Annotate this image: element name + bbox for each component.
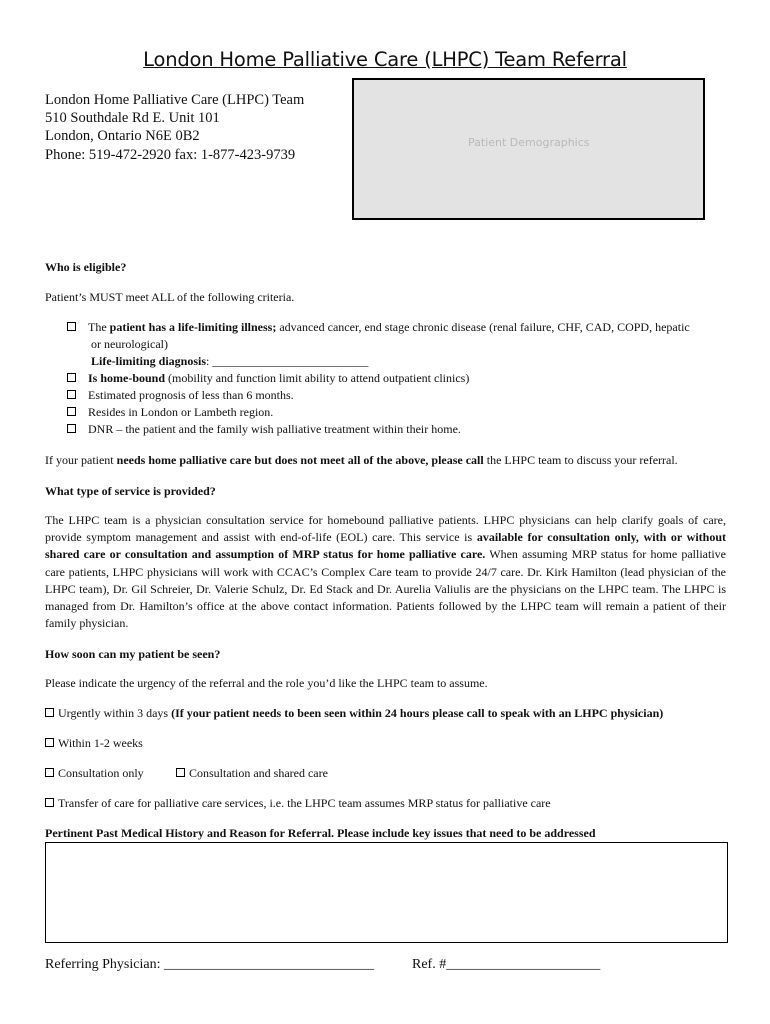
- service-description: The LHPC team is a physician consultation service for homebound palliative patients. LHPC physicians can help clarify goals of care, provide symptom management and assist with end-of-life (EOL) care. This service is available for consultation only, with or without shared care or consultation and assumption of MRP status for home palliative care. When assuming MRP status for home palliative care patients, LHPC physicians will work with CCAC’s Complex Care team to provide 24/7 care. Dr. Kirk Hamilton (lead physician of the LHPC team), Dr. Gil Schreier, Dr. Valerie Schulz, Dr. Ed Stack and Dr. Aurelia Valiulis are the physicians on the LHPC team. The LHPC is managed from Dr. Hamilton’s office at the above contact information. Patients followed by the LHPC team will remain a patient of their family physician.: [45, 513, 727, 631]
- contact-address: [45, 91, 304, 164]
- city-address: London, Ontario N6E 0B2: [45, 128, 200, 145]
- checkbox[interactable]: [67, 424, 76, 433]
- checkbox[interactable]: [67, 407, 76, 416]
- org-name: London Home Palliative Care (LHPC) Team: [45, 92, 305, 108]
- page-title: London Home Palliative Care (LHPC) Team Referral: [143, 48, 627, 71]
- checkbox[interactable]: [45, 738, 54, 747]
- option-consultation-shared[interactable]: Consultation and shared care: [176, 766, 328, 781]
- checkbox[interactable]: [176, 768, 185, 777]
- referring-physician-field[interactable]: Referring Physician: ______________________________: [45, 957, 374, 972]
- criterion-dnr: DNR – the patient and the family wish palliative treatment within their home.: [67, 422, 461, 437]
- checkbox[interactable]: [45, 768, 54, 777]
- street-address: 510 Southdale Rd E. Unit 101: [45, 110, 220, 127]
- urgency-intro: Please indicate the urgency of the referral and the role you’d like the LHPC team to assume.: [45, 676, 488, 690]
- history-heading: Pertinent Past Medical History and Reason for Referral. Please include key issues that need to be addressed: [45, 826, 596, 840]
- criterion-prognosis: Estimated prognosis of less than 6 months.: [67, 388, 294, 403]
- option-1-2-weeks[interactable]: Within 1-2 weeks: [45, 736, 143, 751]
- service-heading: What type of service is provided?: [45, 484, 216, 498]
- option-consultation-only[interactable]: Consultation only: [45, 766, 144, 781]
- patient-demographics-placeholder: Patient Demographics: [468, 136, 590, 149]
- checkbox[interactable]: [45, 798, 54, 807]
- patient-demographics-box[interactable]: [352, 78, 705, 220]
- criterion-home-bound: Is home-bound (mobility and function limit ability to attend outpatient clinics): [67, 371, 469, 386]
- checkbox[interactable]: [45, 708, 54, 717]
- eligibility-note: If your patient needs home palliative care but does not meet all of the above, please call the LHPC team to discuss your referral.: [45, 453, 678, 467]
- option-urgent[interactable]: Urgently within 3 days (If your patient needs to been seen within 24 hours please call to speak with an LHPC physician): [45, 706, 663, 721]
- checkbox[interactable]: [67, 373, 76, 382]
- phone-fax: Phone: 519-472-2920 fax: 1-877-423-9739: [45, 146, 296, 163]
- urgency-heading: How soon can my patient be seen?: [45, 647, 221, 661]
- eligibility-intro: Patient’s MUST meet ALL of the following criteria.: [45, 290, 295, 304]
- checkbox[interactable]: [67, 322, 76, 331]
- criterion-life-limiting: The patient has a life-limiting illness; advanced cancer, end stage chronic disease (renal failure, CHF, CAD, COPD, hepatic: [67, 320, 690, 335]
- life-limiting-diagnosis-field[interactable]: Life-limiting diagnosis: __________________________: [91, 354, 369, 368]
- criterion-life-limiting-cont: or neurological): [91, 337, 168, 351]
- history-textarea[interactable]: [45, 842, 728, 943]
- checkbox[interactable]: [67, 390, 76, 399]
- eligibility-heading: Who is eligible?: [45, 260, 127, 274]
- option-transfer-of-care[interactable]: Transfer of care for palliative care services, i.e. the LHPC team assumes MRP status for palliative care: [45, 796, 551, 811]
- criterion-region: Resides in London or Lambeth region.: [67, 405, 273, 420]
- ref-number-field[interactable]: Ref. #______________________: [412, 957, 601, 972]
